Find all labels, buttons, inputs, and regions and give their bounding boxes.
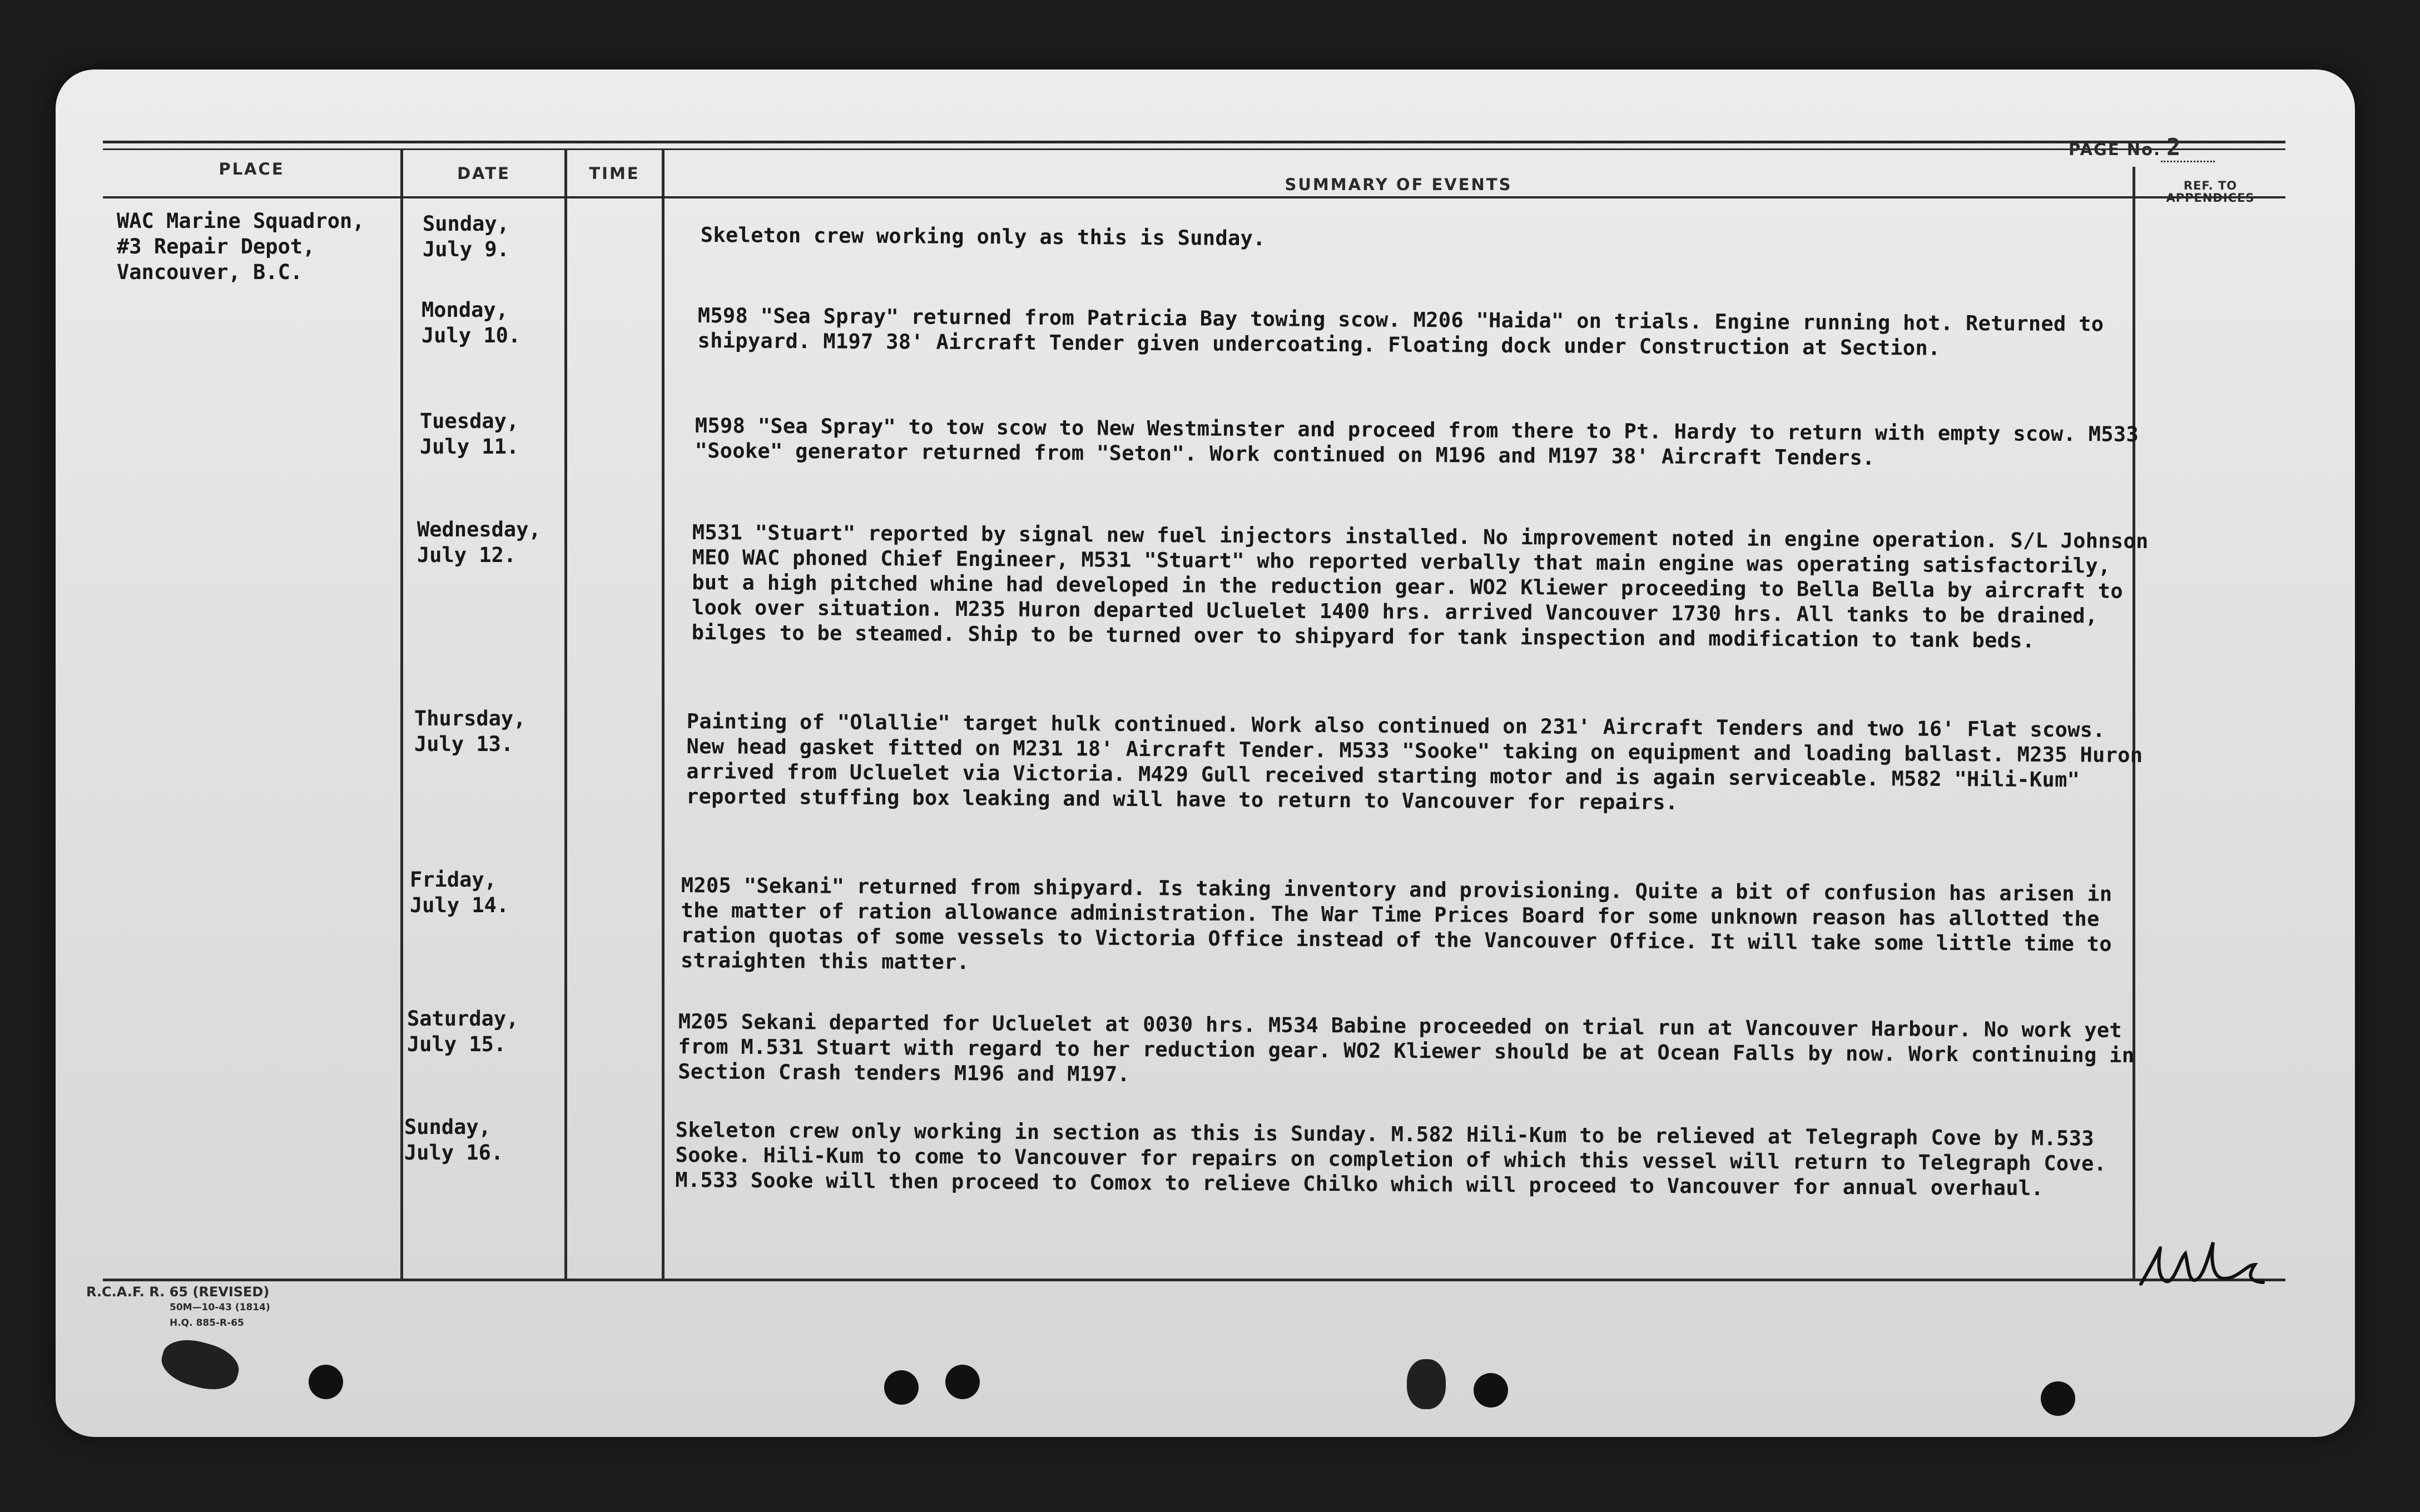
appendices-header-line1: REF. TO [2183,179,2238,192]
entry-summary: M205 Sekani departed for Ucluelet at 0030 hrs. M534 Babine proceeded on trial run at Vancouver Harbour. No work yet from M.531 Stuart with regard to her reduction gear. WO2 Kliewer should be at Ocean Falls by now. Work continuing in Section Crash tenders M196 and M197. [678,1009,2135,1086]
place-cell [117,208,450,285]
binder-hole [1474,1373,1508,1407]
form-code: R.C.A.F. R. 65 (REVISED) [86,1284,270,1300]
column-rule-time [662,148,664,1279]
table-bottom-rule [103,1279,2285,1281]
ink-smudge [1407,1359,1446,1409]
header-bottom-rule [103,196,2285,198]
time-column-header: TIME [589,164,640,183]
appendices-column-header [2135,180,2285,204]
binder-hole [884,1370,919,1405]
entry-date: Thursday, July 13. [414,707,526,756]
date-column-header: DATE [457,164,510,183]
page-number-field [2069,133,2215,161]
entry-date: Friday, July 14. [410,868,509,917]
entry-date: Tuesday, July 11. [420,409,519,459]
page-number-label: PAGE No. [2069,140,2161,159]
place-line: Vancouver, B.C. [117,260,303,284]
summary-column-header: SUMMARY OF EVENTS [1285,175,1512,194]
column-rule-place [400,148,403,1279]
appendices-header-line2: APPENDICES [2166,191,2255,205]
entry-summary: Skeleton crew only working in section as this is Sunday. M.582 Hili-Kum to be relieved at Telegraph Cove by M.533 Sooke. Hili-Kum to come to Vancouver for repairs on completion of which this vessel will return to Telegraph Cove. M.533 Sooke will then proceed to Comox to relieve Chilko which will proceed to Vancouver for annual overhaul. [675,1118,2107,1201]
form-hq-ref: H.Q. 885-R-65 [170,1317,244,1329]
handwritten-initials [2135,1231,2269,1295]
entry-summary: Painting of "Olallie" target hulk continued. Work also continued on 231' Aircraft Tenders and two 16' Flat scows. New head gasket fitted on M231 18' Aircraft Tender. M533 "Sooke" taking on equipment and loading ballast. M235 Huron arrived from Ucluelet via Victoria. M429 Gull received starting motor and is again serviceable. M582 "Hili-Kum" reported stuffing box leaking and will have to return to Vancouver for repairs. [686,709,2143,814]
header-second-rule [103,148,2285,150]
entry-summary: M598 "Sea Spray" to tow scow to New Westminster and proceed from there to Pt. Hardy to return with empty scow. M533 "Sooke" generator returned from "Seton". Work continued on M196 and M197 38' Aircraft Tenders. [695,414,2139,470]
entry-date: Saturday, July 15. [407,1007,519,1056]
binder-hole [945,1365,980,1399]
entry-summary: M531 "Stuart" reported by signal new fuel injectors installed. No improvement noted in engine operation. S/L Johnson MEO WAC phoned Chief Engineer, M531 "Stuart" who reported verbally that main engine was operating satisfactorily, but a high pitched whine had developed in the reduction gear. WO2 Kliewer proceeding to Bella Bella by aircraft to look over situation. M235 Huron departed Ucluelet 1400 hrs. arrived Vancouver 1730 hrs. All tanks to be drained, bilges to be steamed. Ship to be turned over to shipyard for tank inspection and modification to tank beds. [691,520,2149,653]
header-top-rule [103,141,2285,143]
form-print-run: 50M—10-43 (1814) [170,1302,270,1313]
place-column-header: PLACE [219,160,285,178]
diary-form-page [56,69,2355,1437]
entry-summary: M598 "Sea Spray" returned from Patricia Bay towing scow. M206 "Haida" on trials. Engine running hot. Returned to shipyard. M197 38' Aircraft Tender given undercoating. Floating dock under Construction at Section. [697,304,2104,360]
binder-hole [309,1365,343,1399]
form-identifier [86,1284,270,1331]
page-number-value: 2 [2161,133,2215,162]
entry-date: Monday, July 10. [421,298,521,347]
entry-date: Sunday, July 16. [404,1115,504,1165]
entry-summary: M205 "Sekani" returned from shipyard. Is taking inventory and provisioning. Quite a bit of confusion has arisen in the matter of ration allowance administration. The War Time Prices Board for some unknown reason has allotted the ration quotas of some vessels to Victoria Office instead of the Vancouver Office. It will take some little time to straighten this matter. [680,873,2112,974]
binder-hole [2041,1381,2075,1416]
ink-smudge [157,1333,244,1396]
place-line: WAC Marine Squadron, [117,209,365,233]
place-line: #3 Repair Depot, [117,235,315,258]
entry-date: Sunday, July 9. [423,212,509,261]
entry-date: Wednesday, July 12. [417,518,541,567]
entry-summary: Skeleton crew working only as this is Sunday. [700,222,1266,251]
